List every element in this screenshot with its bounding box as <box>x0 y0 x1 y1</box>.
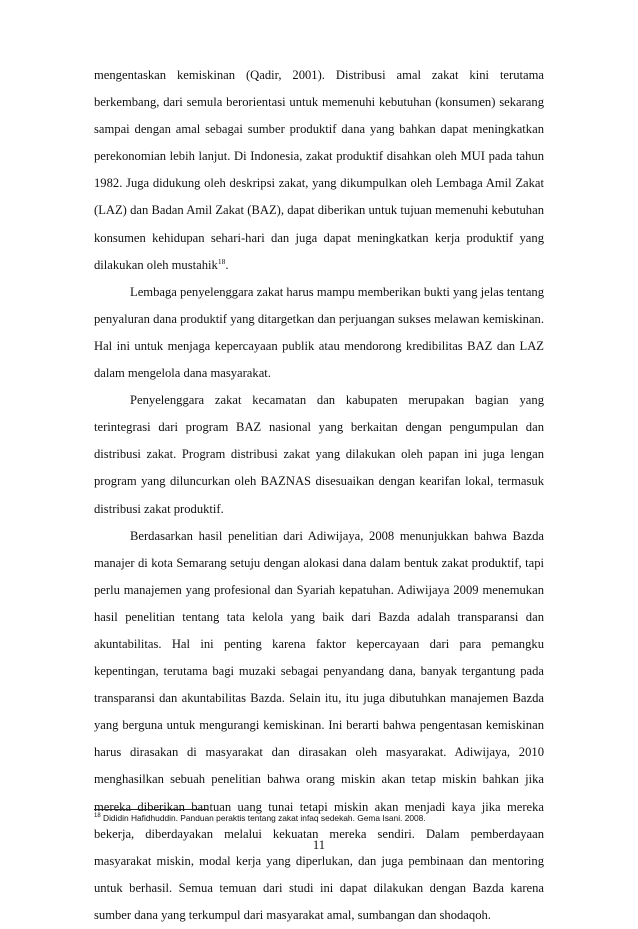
footnote <box>94 812 544 824</box>
paragraph-1 <box>94 62 544 279</box>
paragraph-2: Lembaga penyelenggara zakat harus mampu memberikan bukti yang jelas tentang penyaluran dana produktif yang ditargetkan dan perjuangan sukses melawan kemiskinan. Hal ini untuk menjaga kepercayaan publik atau mendorong kredibilitas BAZ dan LAZ dalam mengelola dana masyarakat. <box>94 284 544 381</box>
footnote-number: 18 <box>94 813 101 820</box>
footnote-separator <box>94 809 208 810</box>
paragraph-3: Penyelenggara zakat kecamatan dan kabupaten merupakan bagian yang terintegrasi dari program BAZ nasional yang berkaitan dengan pengumpulan dan distribusi zakat. Program distribusi zakat yang dilakukan oleh papan ini juga lengan program yang diluncurkan oleh BAZNAS disesuaikan dengan kearifan lokal, termasuk distribusi zakat produktif. <box>94 393 544 516</box>
paragraph-1-tail: . <box>225 257 229 272</box>
document-body <box>94 62 544 929</box>
paragraph-4: Berdasarkan hasil penelitian dari Adiwijaya, 2008 menunjukkan bahwa Bazda manajer di kota Semarang setuju dengan alokasi dana dalam bentuk zakat produktif, tapi perlu manajemen yang profesional dan Syariah kepatuhan. Adiwijaya 2009 menemukan hasil penelitian tentang tata kelola yang baik dari Bazda adalah transparansi dan akuntabilitas. Hal ini penting karena faktor kepercayaan dari para pemangku kepentingan, terutama bagi muzaki sebagai penyandang dana, banyak tergantung pada transparansi dan akuntabilitas Bazda. Selain itu, itu juga dibutuhkan manajemen Bazda yang berguna untuk mengurangi kemiskinan. Ini berarti bahwa pengentasan kemiskinan harus dirasakan di masyarakat dan dirasakan oleh masyarakat. Adiwijaya, 2010 menghasilkan sebuah penelitian bahwa orang miskin akan tetap miskin bahkan jika mereka diberikan bantuan uang tunai tetapi miskin akan menjadi kaya jika mereka bekerja, diberdayakan melalui kekuatan mereka sendiri. Dalam pemberdayaan masyarakat miskin, modal kerja yang diperlukan, dan juga pembinaan dan mentoring untuk berhasil. Semua temuan dari studi ini dapat dilakukan dengan Bazda karena sumber dana yang terkumpul dari masyarakat amal, sumbangan dan shodaqoh. <box>94 528 544 922</box>
footnote-text: Dididin Hafidhuddin. Panduan peraktis tentang zakat infaq sedekah. Gema Isani. 2008. <box>103 813 426 823</box>
paragraph-1-text: mengentaskan kemiskinan (Qadir, 2001). Distribusi amal zakat kini terutama berkembang, dari semula berorientasi untuk memenuhi kebutuhan (konsumen) sekarang sampai dengan amal sebagai sumber produktif dana yang bahkan dapat meningkatkan perekonomian lebih lanjut. Di Indonesia, zakat produktif disahkan oleh MUI pada tahun 1982. Juga didukung oleh deskripsi zakat, yang dikumpulkan oleh Lembaga Amil Zakat (LAZ) dan Badan Amil Zakat (BAZ), dapat diberikan untuk tujuan memenuhi kebutuhan konsumen kehidupan sehari-hari dan juga dapat meningkatkan kerja produktif yang dilakukan oleh mustahik <box>94 68 544 272</box>
page-number: 11 <box>312 838 326 852</box>
footnote-reference[interactable]: 18 <box>217 256 226 266</box>
